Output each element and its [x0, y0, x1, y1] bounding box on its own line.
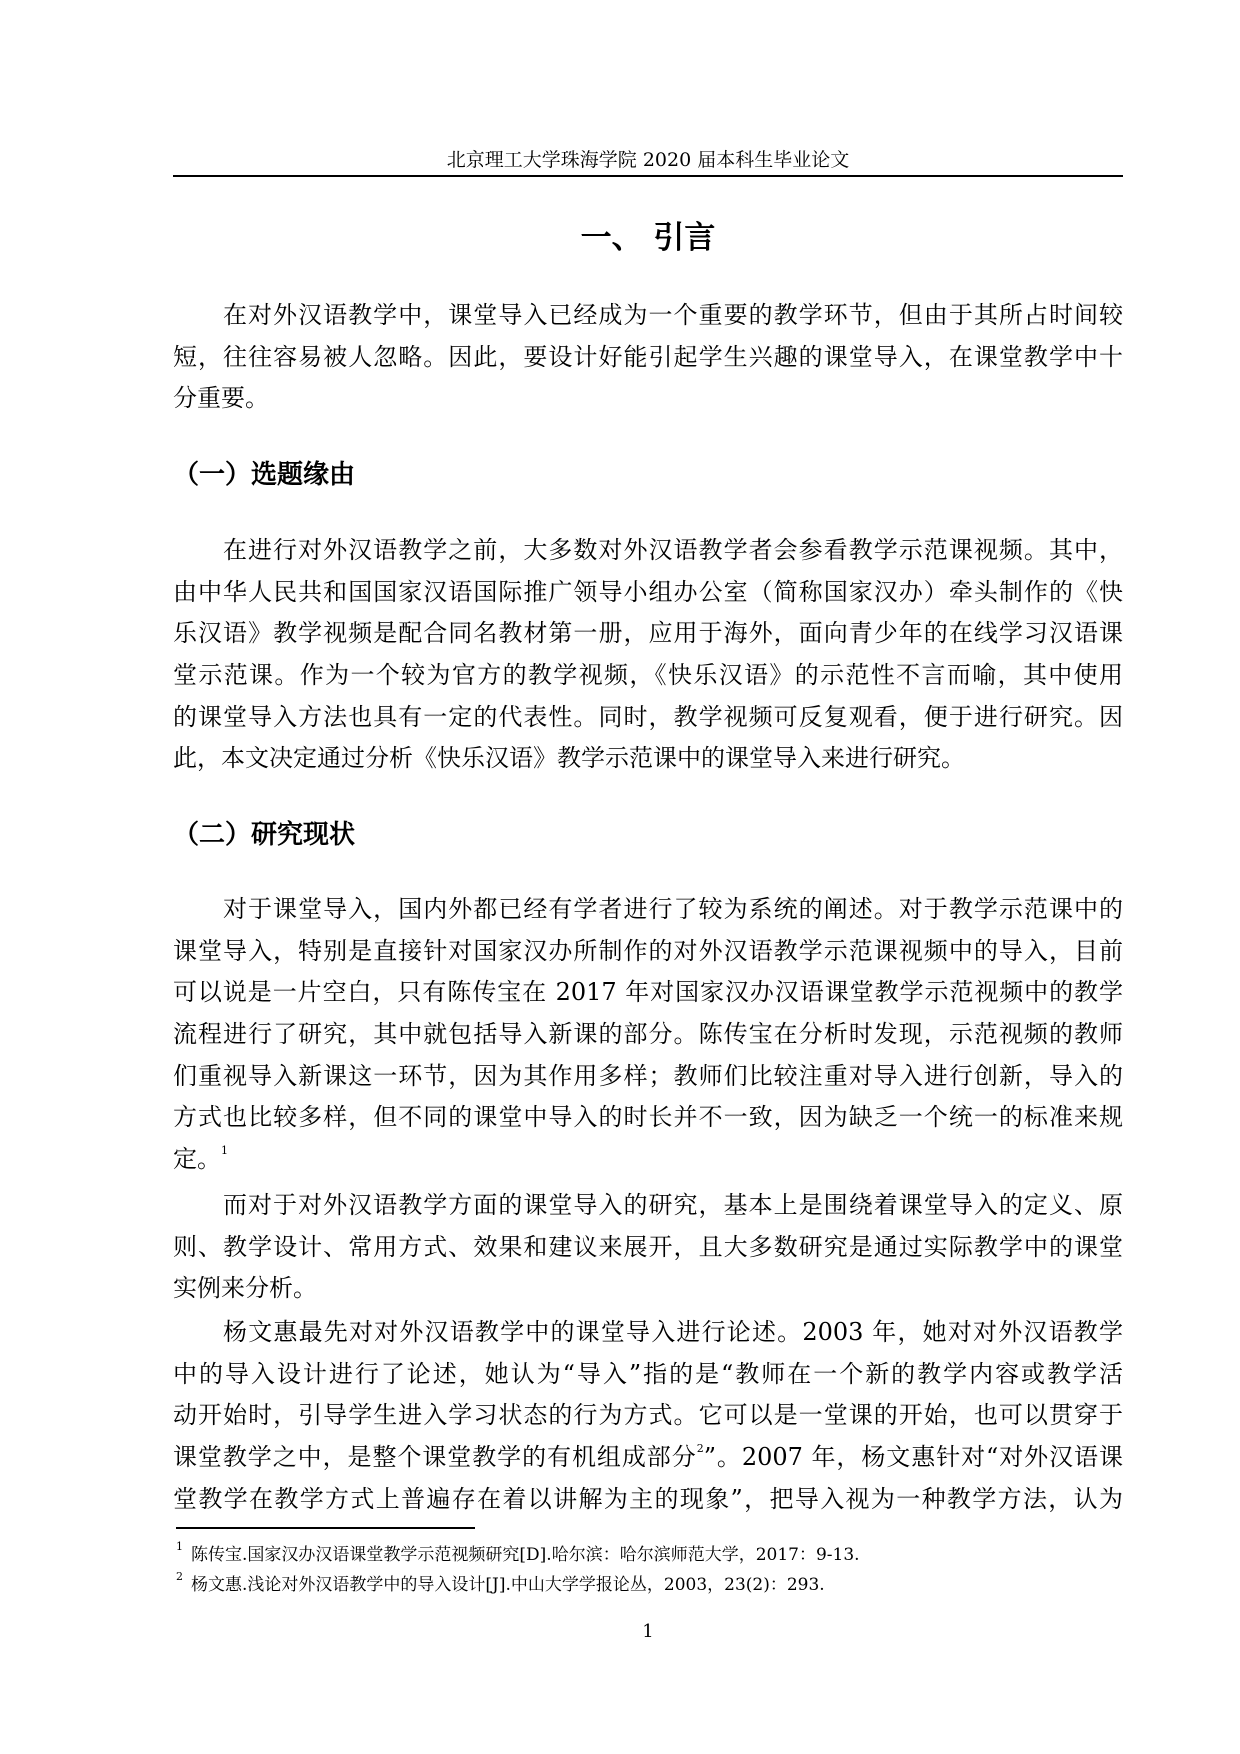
text-line: 可以说是一片空白，只有陈传宝在 2017 年对国家汉办汉语课堂教学示范视频中的教学	[173, 978, 1123, 1007]
text-line	[173, 1437, 1123, 1479]
footnote-number: 2	[176, 1570, 183, 1583]
text-line: 堂示范课。作为一个较为官方的教学视频，《快乐汉语》的示范性不言而喻，其中使用	[173, 661, 1123, 690]
paragraph	[173, 530, 1123, 780]
section-heading: （二）研究现状	[173, 820, 356, 850]
text-line: 堂教学在教学方式上普遍存在着以讲解为主的现象”，把导入视为一种教学方法，认为	[173, 1484, 1123, 1513]
text-line: 动开始时，引导学生进入学习状态的行为方式。它可以是一堂课的开始，也可以贯穿于	[173, 1401, 1123, 1430]
footnote-text: 陈传宝.国家汉办汉语课堂教学示范视频研究[D].哈尔滨：哈尔滨师范大学，2017：9-13.	[191, 1545, 860, 1565]
text-line: 课堂导入，特别是直接针对国家汉办所制作的对外汉语教学示范课视频中的导入，目前	[173, 936, 1123, 965]
text-line: 分重要。	[173, 384, 269, 413]
page-number: 1	[642, 1621, 654, 1642]
chapter-title: 一、 引言	[580, 220, 716, 256]
text-line: 乐汉语》教学视频是配合同名教材第一册，应用于海外，面向青少年的在线学习汉语课	[173, 619, 1123, 648]
paragraph	[173, 1312, 1123, 1520]
text-line: 在对外汉语教学中，课堂导入已经成为一个重要的教学环节，但由于其所占时间较	[223, 301, 1123, 329]
text-segment: 课堂教学之中，是整个课堂教学的有机组成部分	[173, 1443, 697, 1472]
text-line: 实例来分析。	[173, 1274, 317, 1303]
footnote-number: 1	[176, 1540, 183, 1553]
footnote-separator	[176, 1527, 475, 1529]
text-line: 杨文惠最先对对外汉语教学中的课堂导入进行论述。2003 年，她对对外汉语教学	[223, 1318, 1123, 1346]
text-segment: 定。	[173, 1145, 221, 1174]
text-line: 则、教学设计、常用方式、效果和建议来展开，且大多数研究是通过实际教学中的课堂	[173, 1232, 1123, 1261]
text-line: 而对于对外汉语教学方面的课堂导入的研究，基本上是围绕着课堂导入的定义、原	[223, 1191, 1123, 1219]
text-segment: ”。2007 年，杨文惠针对“对外汉语课	[703, 1443, 1123, 1472]
paragraph	[173, 1185, 1123, 1310]
footnote-2	[176, 1570, 825, 1597]
text-line: 的课堂导入方法也具有一定的代表性。同时，教学视频可反复观看，便于进行研究。因	[173, 702, 1123, 731]
text-line: 由中华人民共和国国家汉语国际推广领导小组办公室（简称国家汉办）牵头制作的《快	[173, 577, 1123, 606]
text-line: 方式也比较多样，但不同的课堂中导入的时长并不一致，因为缺乏一个统一的标准来规	[173, 1103, 1123, 1132]
text-line: 此，本文决定通过分析《快乐汉语》教学示范课中的课堂导入来进行研究。	[173, 744, 965, 773]
text-line: 对于课堂导入，国内外都已经有学者进行了较为系统的阐述。对于教学示范课中的	[223, 895, 1123, 923]
text-line: 短，往往容易被人忽略。因此，要设计好能引起学生兴趣的课堂导入，在课堂教学中十	[173, 342, 1123, 371]
footnote-reference[interactable]: 2	[696, 1442, 704, 1456]
running-header: 北京理工大学珠海学院 2020 届本科生毕业论文	[446, 149, 850, 171]
paragraph	[173, 889, 1123, 1181]
text-line	[173, 1139, 1123, 1181]
text-line: 流程进行了研究，其中就包括导入新课的部分。陈传宝在分析时发现，示范视频的教师	[173, 1020, 1123, 1049]
paragraph	[173, 295, 1123, 420]
header-rule	[173, 175, 1123, 177]
footnote-reference[interactable]: 1	[221, 1144, 228, 1158]
section-heading: （一）选题缘由	[173, 460, 356, 490]
text-line: 们重视导入新课这一环节，因为其作用多样；教师们比较注重对导入进行创新，导入的	[173, 1061, 1123, 1090]
footnote-text: 杨文惠.浅论对外汉语教学中的导入设计[J].中山大学学报论丛，2003，23(2)：293.	[191, 1575, 825, 1595]
footnote-1	[176, 1540, 860, 1567]
text-line: 中的导入设计进行了论述，她认为“导入”指的是“教师在一个新的教学内容或教学活	[173, 1359, 1123, 1388]
text-line: 在进行对外汉语教学之前，大多数对外汉语教学者会参看教学示范课视频。其中，	[223, 536, 1123, 564]
